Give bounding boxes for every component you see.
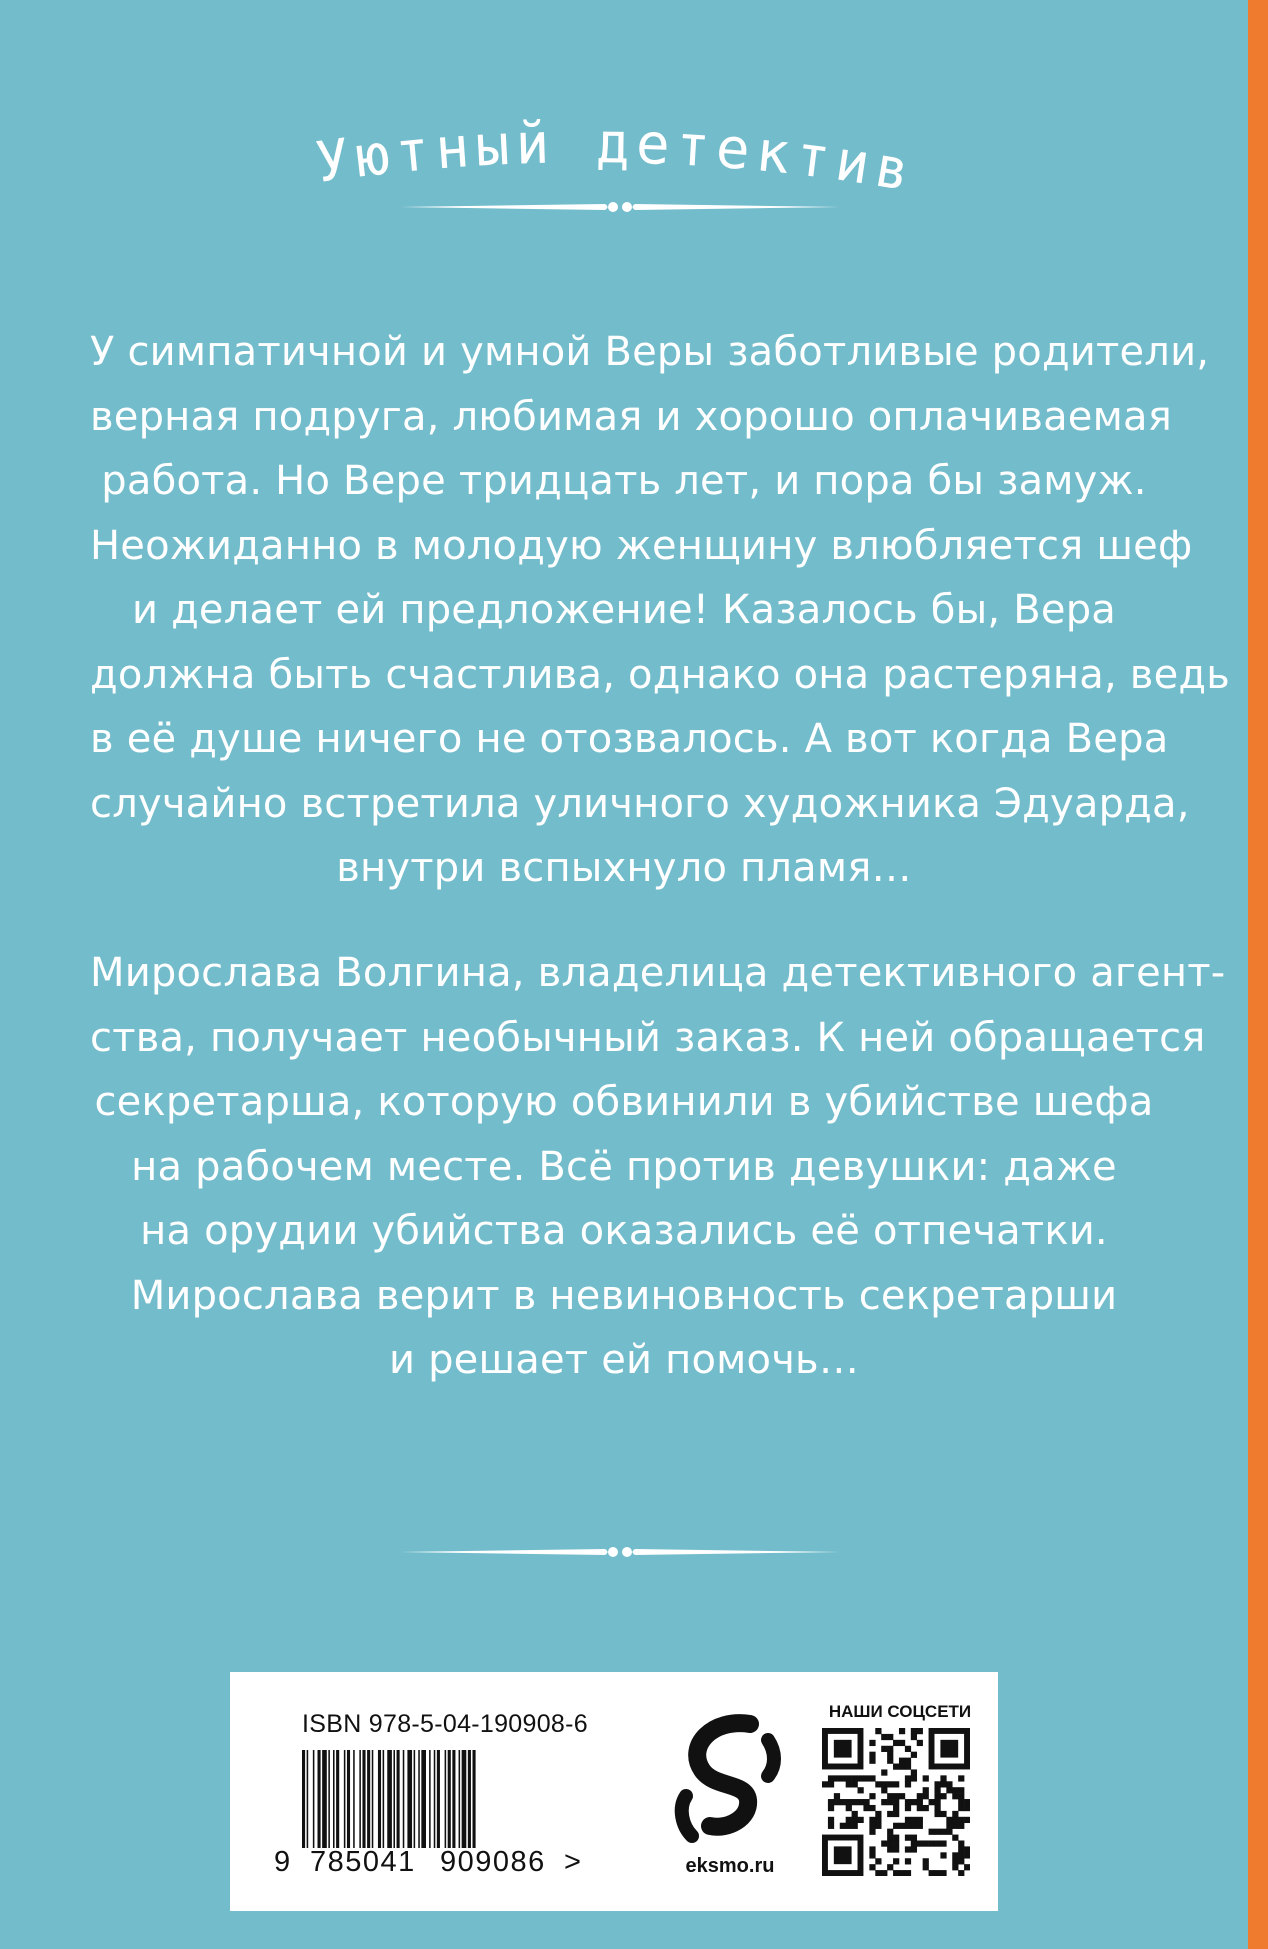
text-line: внутри вспыхнуло пламя… <box>336 845 912 891</box>
annotation-paragraph-2 <box>90 941 1226 1393</box>
text-line: У симпатичной и умной Веры заботливые родители, <box>90 329 1210 375</box>
text-line: на орудии убийства оказались её отпечатки. <box>140 1208 1108 1254</box>
ornament-divider-icon <box>400 1537 840 1567</box>
text-line: верная подруга, любимая и хорошо оплачиваемая <box>90 393 1172 440</box>
svg-text:Уютный детектив <box>312 111 920 205</box>
isbn-number: ISBN 978-5-04-190908-6 <box>302 1710 588 1738</box>
eksmo-logo-icon <box>672 1712 782 1852</box>
text-line: работа. Но Вере тридцать лет, и пора бы замуж. <box>101 458 1147 504</box>
publisher-website: eksmo.ru <box>685 1855 775 1877</box>
series-title-text: Уютный детектив <box>311 111 921 205</box>
text-line: и решает ей помочь… <box>388 1337 860 1383</box>
text-line: и делает ей предложение! Казалось бы, Вера <box>131 587 1117 633</box>
barcode-digit-first: 9 <box>274 1846 292 1878</box>
text-line: Мирослава верит в невиновность секретарши <box>130 1272 1118 1319</box>
series-title <box>0 95 1248 205</box>
barcode-end-mark: > <box>564 1846 583 1878</box>
ornament-divider-icon <box>400 192 840 222</box>
text-line: Мирослава Волгина, владелица детективного агент- <box>90 950 1226 996</box>
barcode-icon <box>302 1750 552 1848</box>
qr-code-icon <box>822 1728 970 1876</box>
barcode-digits <box>274 1846 604 1886</box>
text-line: случайно встретила уличного художника Эдуарда, <box>90 780 1190 827</box>
text-line: Неожиданно в молодую женщину влюбляется шеф <box>90 522 1193 569</box>
text-line: в её душе ничего не отозвалось. А вот когда Вера <box>90 716 1169 762</box>
text-line: ства, получает необычный заказ. К ней обращается <box>90 1014 1206 1061</box>
social-networks-label: НАШИ СОЦСЕТИ <box>828 1702 972 1721</box>
text-line: на рабочем месте. Всё против девушки: даже <box>131 1143 1117 1190</box>
text-line: должна быть счастлива, однако она растеряна, ведь <box>90 651 1231 698</box>
publisher-info-panel <box>230 1672 998 1911</box>
text-line: секретарша, которую обвинили в убийстве шефа <box>94 1079 1154 1125</box>
barcode-digit-group-right: 909086 <box>440 1846 546 1878</box>
spine-color-strip <box>1248 0 1268 1949</box>
barcode-digit-group-left: 785041 <box>310 1846 416 1878</box>
annotation-paragraph-1 <box>90 320 1231 901</box>
